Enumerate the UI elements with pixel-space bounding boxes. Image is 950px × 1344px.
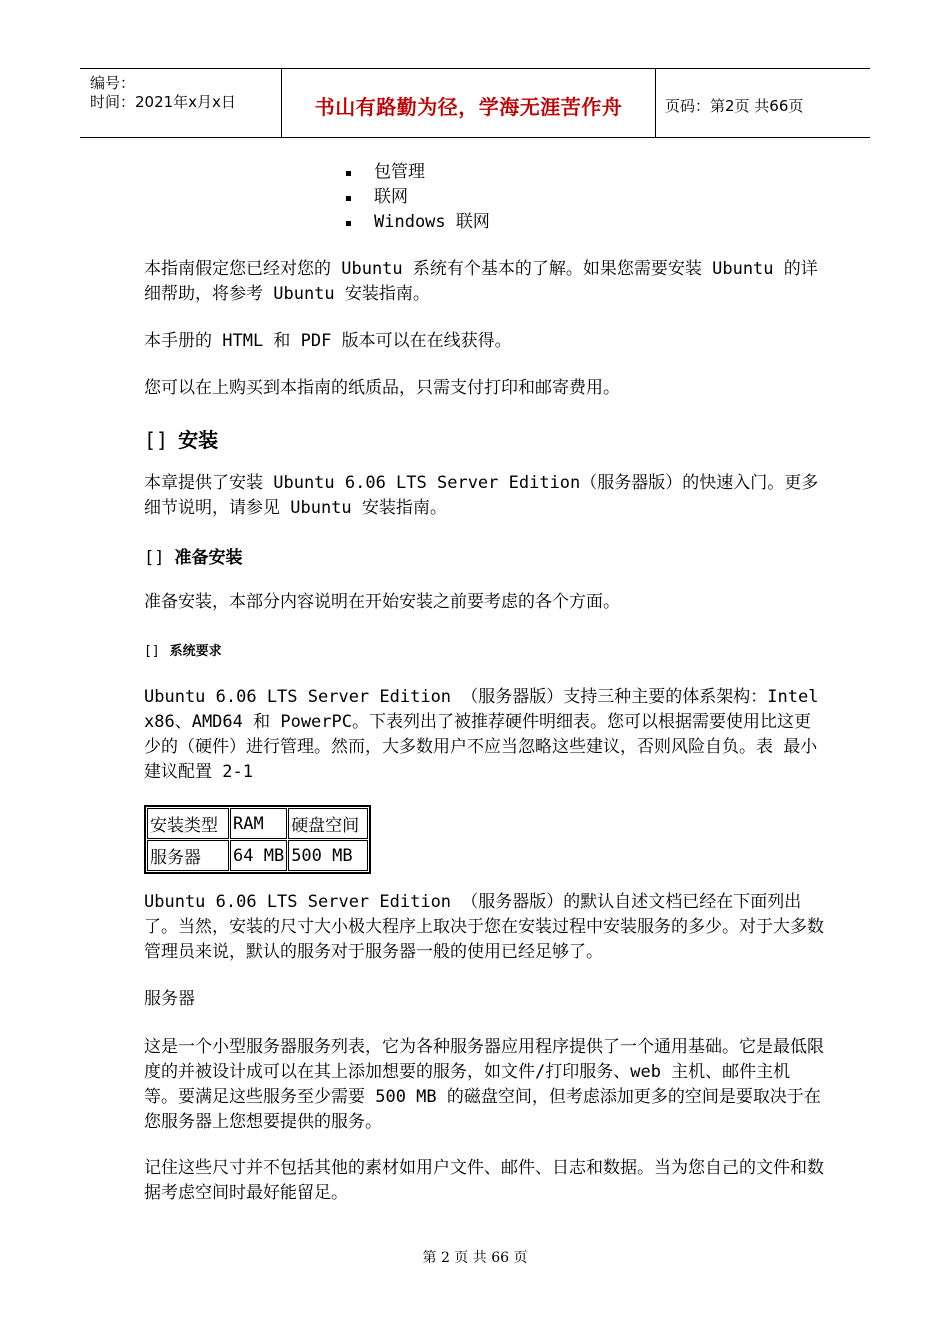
header-page-cell	[655, 69, 870, 137]
table-header-cell: 硬盘空间	[288, 808, 368, 839]
page-footer: 第 2 页 共 66 页	[422, 1250, 528, 1266]
table-cell: 64 MB	[230, 840, 287, 871]
table-cell: 500 MB	[288, 840, 368, 871]
paragraph-server-description: 这是一个小型服务器服务列表，它为各种服务器应用程序提供了一个通用基础。它是最低限度的并被设计成可以在其上添加想要的服务，如文件/打印服务、web 主机、邮件主机等。要满足这些服务至少需要 500 MB 的磁盘空间，但考虑添加更多的空间是要取决于在您服务器上您想要提供的服务。	[144, 1037, 824, 1132]
list-item: 联网	[344, 185, 490, 210]
number-label: 编号：	[90, 74, 136, 92]
table-header-row	[147, 808, 368, 839]
table-header-cell: RAM	[230, 808, 287, 839]
table-row	[147, 840, 368, 871]
heading-install: [] 安装	[144, 428, 219, 452]
bullet-icon	[346, 221, 351, 226]
header-motto-cell	[281, 69, 656, 137]
paragraph-note: 记住这些尺寸并不包括其他的素材如用户文件、邮件、日志和数据。当为您自己的文件和数据考虑空间时最好能留足。	[144, 1158, 824, 1203]
table-cell: 服务器	[147, 840, 229, 871]
paragraph-install-intro: 本章提供了安装 Ubuntu 6.06 LTS Server Edition（服务器版）的快速入门。更多细节说明，请参见 Ubuntu 安装指南。	[144, 473, 819, 518]
date-label: 时间：2021年x月x日	[90, 93, 236, 111]
bullet-icon	[346, 171, 351, 176]
header-info-cell	[80, 69, 281, 137]
page-header	[80, 68, 870, 138]
paragraph-formats: 本手册的 HTML 和 PDF 版本可以在在线获得。	[144, 331, 512, 351]
heading-system-requirements: [] 系统要求	[144, 644, 222, 659]
table-header-cell: 安装类型	[147, 808, 229, 839]
heading-prepare: [] 准备安装	[144, 548, 243, 568]
paragraph-print: 您可以在上购买到本指南的纸质品，只需支付打印和邮寄费用。	[144, 378, 620, 398]
paragraph-server-label: 服务器	[144, 989, 195, 1009]
paragraph-default-docs: Ubuntu 6.06 LTS Server Edition （服务器版）的默认自述文档已经在下面列出了。当然，安装的尺寸大小极大程序上取决于您在安装过程中安装服务的多少。对于大多数管理员来说，默认的服务对于服务器一般的使用已经足够了。	[144, 892, 824, 962]
motto: 书山有路勤为径，学海无涯苦作舟	[314, 95, 623, 119]
bullet-icon	[346, 196, 351, 201]
paragraph-intro: 本指南假定您已经对您的 Ubuntu 系统有个基本的了解。如果您需要安装 Ubuntu 的详细帮助，将参考 Ubuntu 安装指南。	[144, 259, 818, 304]
page-number-label: 页码：第2页 共66页	[665, 97, 804, 115]
topic-list	[344, 160, 490, 235]
requirements-table	[144, 805, 371, 874]
paragraph-architectures: Ubuntu 6.06 LTS Server Edition （服务器版）支持三种主要的体系架构：Intel x86、AMD64 和 PowerPC。下表列出了被推荐硬件明细表。您可以根据需要使用比这更少的（硬件）进行管理。然而，大多数用户不应当忽略这些建议，否则风险自负。表 最小建议配置 2-1	[144, 687, 819, 782]
list-item: Windows 联网	[344, 210, 490, 235]
list-item: 包管理	[344, 160, 490, 185]
paragraph-prepare: 准备安装，本部分内容说明在开始安装之前要考虑的各个方面。	[144, 592, 620, 612]
